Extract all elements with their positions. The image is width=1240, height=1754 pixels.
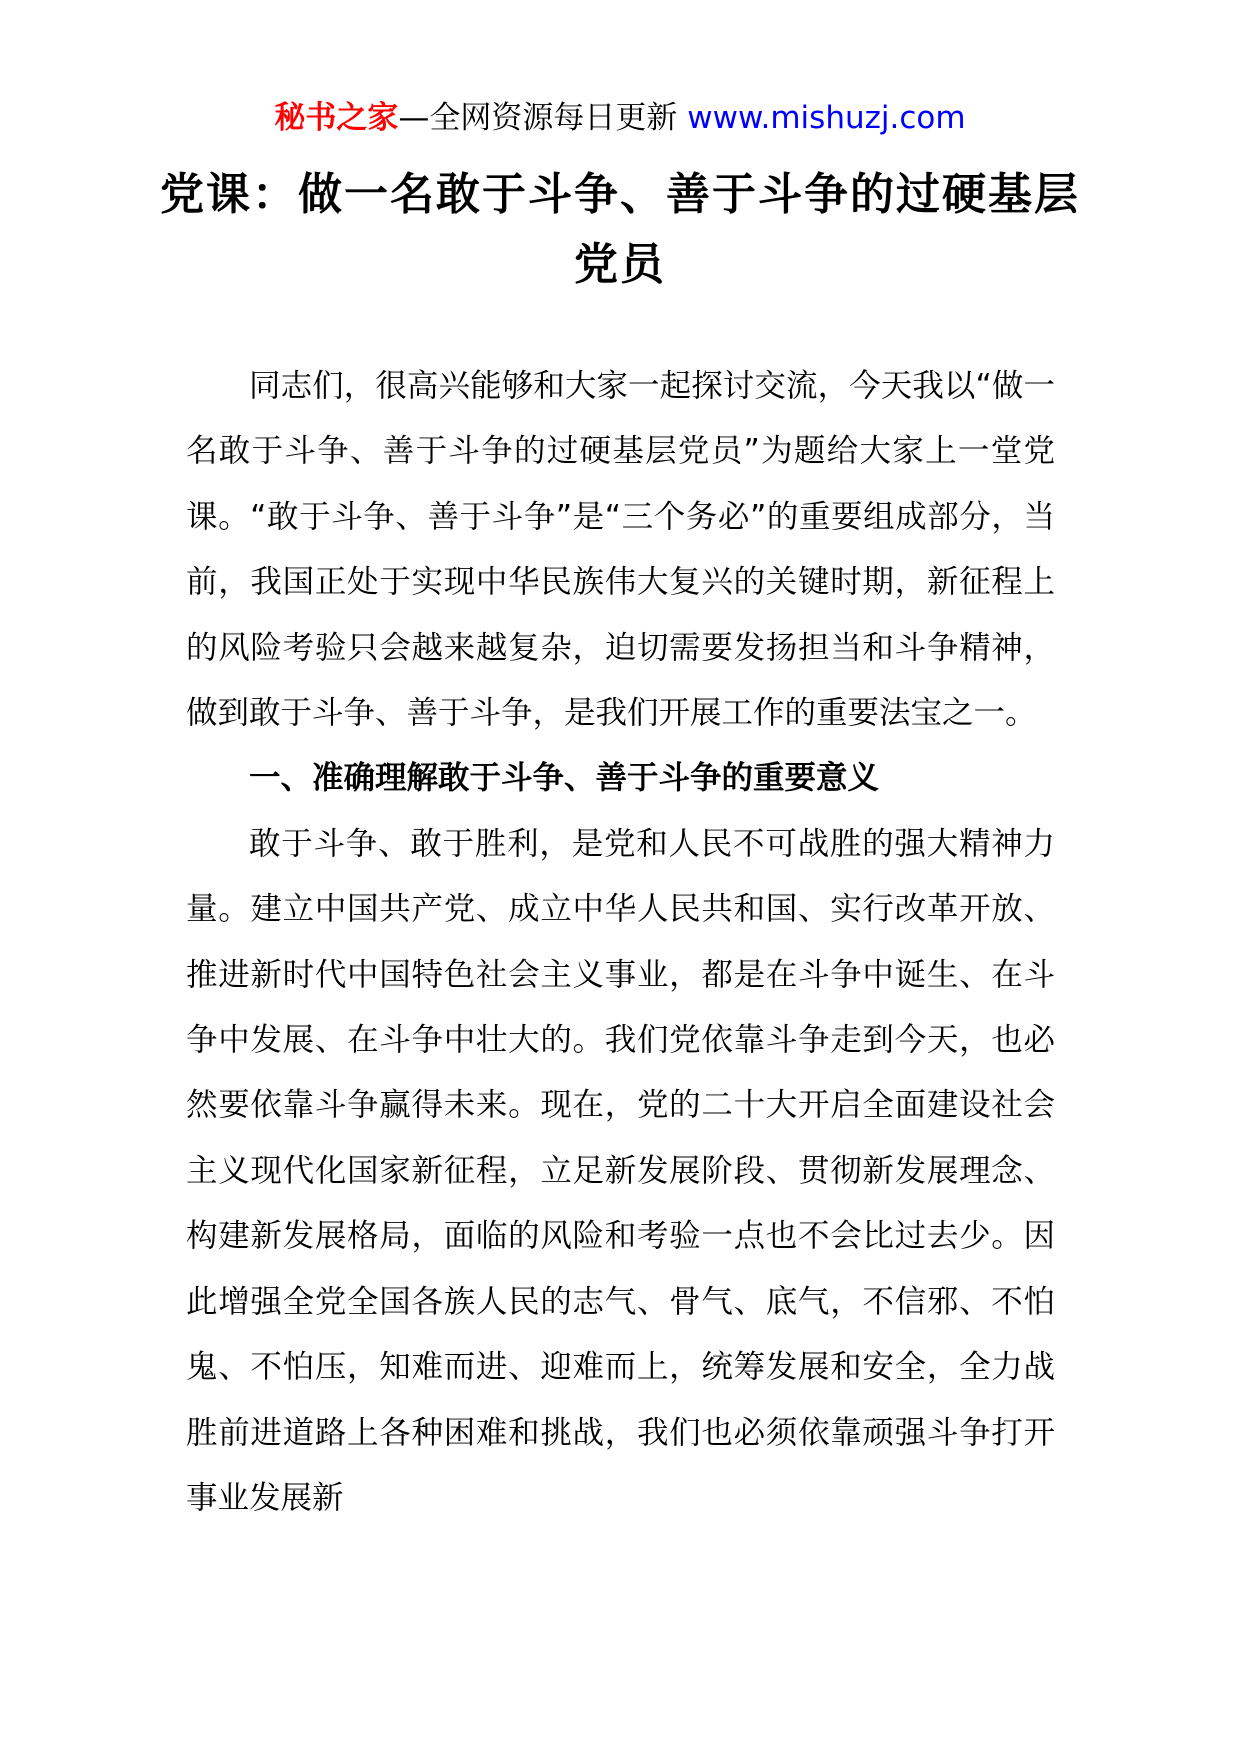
site-url-link[interactable]: www.mishuzj.com [687,100,966,136]
section-paragraph: 敢于斗争、敢于胜利，是党和人民不可战胜的强大精神力量。建立中国共产党、成立中华人民共和国、实行改革开放、推进新时代中国特色社会主义事业，都是在斗争中诞生、在斗争中发展、在斗争中壮大的。我们党依靠斗争走到今天，也必然要依靠斗争赢得未来。现在，党的二十大开启全面建设社会主义现代化国家新征程，立足新发展阶段、贯彻新发展理念、构建新发展格局，面临的风险和考验一点也不会比过去少。因此增强全党全国各族人民的志气、骨气、底气，不信邪、不怕鬼、不怕压，知难而进、迎难而上，统筹发展和安全，全力战胜前进道路上各种困难和挑战，我们也必须依靠顽强斗争打开事业发展新 [186,825,1055,1516]
document-title: 党课：做一名敢于斗争、善于斗争的过硬基层党员 [160,169,1080,290]
document-body [186,354,1055,1531]
section-heading: 一、准确理解敢于斗争、善于斗争的重要意义 [249,760,880,797]
intro-paragraph: 同志们，很高兴能够和大家一起探讨交流，今天我以“做一名敢于斗争、善于斗争的过硬基层党员”为题给大家上一堂党课。“敢于斗争、善于斗争”是“三个务必”的重要组成部分，当前，我国正处于实现中华民族伟大复兴的关键时期，新征程上的风险考验只会越来越复杂，迫切需要发扬担当和斗争精神，做到敢于斗争、善于斗争，是我们开展工作的重要法宝之一。 [186,368,1055,732]
site-name: 秘书之家 [274,100,399,136]
site-slogan: —全网资源每日更新 [398,100,688,136]
site-header [0,98,1240,138]
